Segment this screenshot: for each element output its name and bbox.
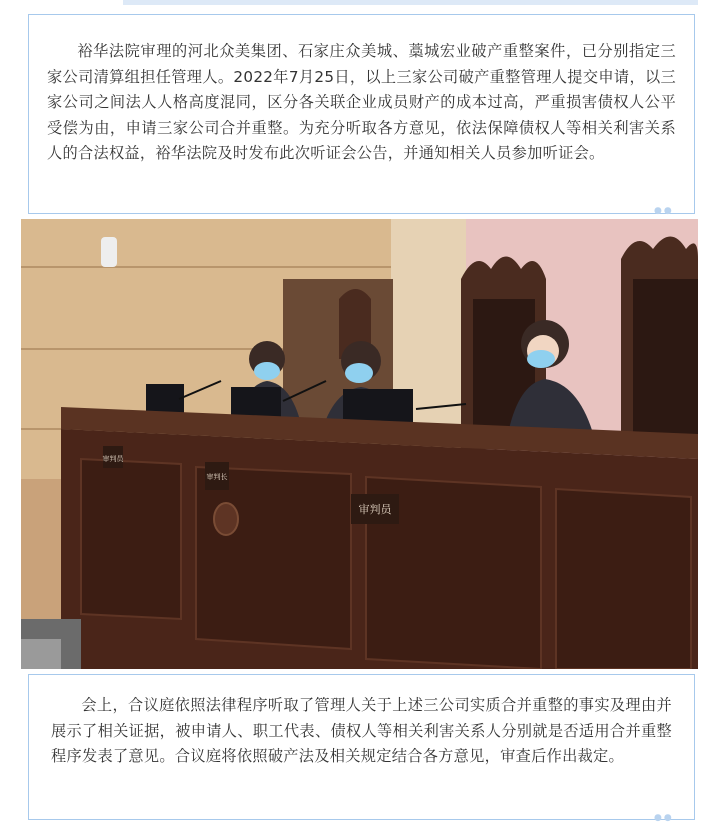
nameplate-right: 审判员 <box>358 503 392 516</box>
intro-paragraph: 裕华法院审理的河北众美集团、石家庄众美城、藁城宏业破产重整案件，已分别指定三家公司清算组担任管理人。2022年7月25日，以上三家公司破产重整管理人提交申请，以三家公司之间法人人格高度混同，区分各关联企业成员财产的成本过高，严重损害债权人公平受偿为由，申请三家公司合并重整。为充分听取各方意见，依法保障债权人等相关利害关系人的合法权益，裕华法院及时发布此次听证会公告，并通知相关人员参加听证会。 <box>47 42 676 163</box>
summary-paragraph: 会上，合议庭依照法律程序听取了管理人关于上述三公司实质合并重整的事实及理由并展示了相关证据，被申请人、职工代表、债权人等相关利害关系人分别就是否适用合并重整程序发表了意见。合议庭将依照破产法及相关规定结合各方意见，审查后作出裁定。 <box>51 696 672 766</box>
top-decor-bar <box>123 0 698 5</box>
nameplate-center: 审判长 <box>206 473 228 481</box>
nameplate-left: 审判员 <box>102 455 124 463</box>
frame-corner-dots: ●● <box>654 813 674 823</box>
summary-text-frame <box>28 674 695 820</box>
intro-text-frame <box>28 14 695 214</box>
hearing-photo <box>21 219 698 669</box>
frame-corner-dots: ●● <box>654 206 674 216</box>
